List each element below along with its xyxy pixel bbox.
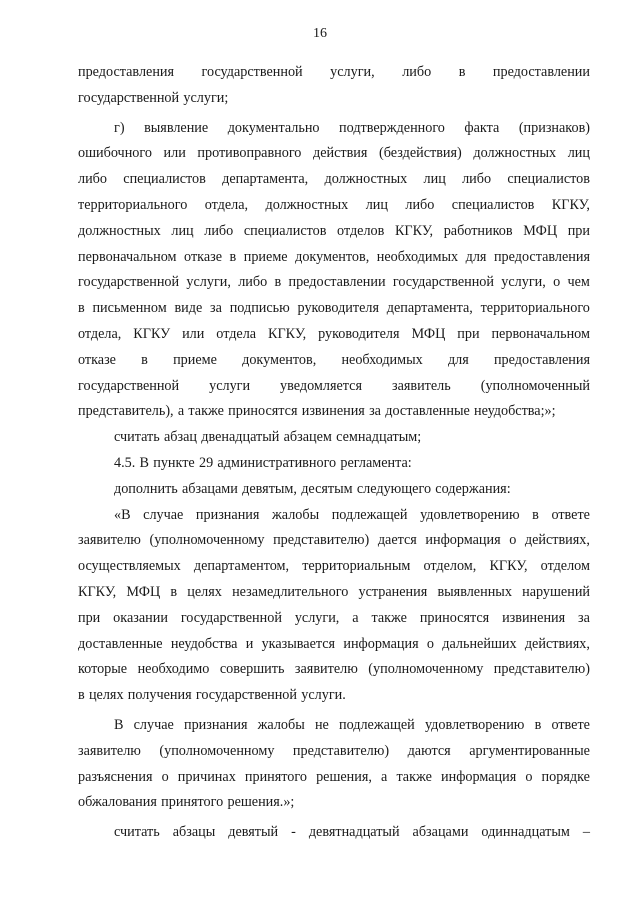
word: документов, [242, 351, 317, 368]
word: в [78, 687, 85, 704]
word: ответе [551, 716, 590, 733]
word: целях [187, 583, 222, 600]
word: либо [78, 171, 107, 188]
word: абзацы [172, 824, 216, 841]
word: документально [227, 119, 320, 136]
word: первоначальном [491, 325, 590, 342]
word: либо [238, 274, 268, 291]
text-line [78, 245, 590, 271]
word: отделом [540, 558, 590, 575]
word: содержания: [435, 480, 511, 497]
text-line [78, 86, 590, 112]
word: В [114, 716, 124, 733]
word: в [534, 716, 542, 733]
word: извинения [502, 609, 566, 626]
word: извинения [301, 403, 365, 420]
text-line [78, 739, 590, 765]
word: представитель), [78, 403, 174, 420]
word: удовлетворению [424, 716, 525, 733]
text-line [78, 141, 590, 167]
text-line [78, 322, 590, 348]
word: также [188, 403, 224, 420]
word: лиц [423, 171, 446, 188]
word: или [182, 325, 205, 342]
word: девятым, [242, 480, 297, 497]
text-line [78, 790, 590, 816]
word: о [553, 274, 561, 291]
word: государственной [78, 89, 180, 106]
word: территориального [78, 196, 188, 213]
word: в [170, 583, 178, 600]
word: должностных [78, 222, 161, 239]
word: при [457, 325, 480, 342]
word: незамедлительного [232, 583, 349, 600]
word: а [352, 609, 359, 626]
word: случае [133, 716, 174, 733]
word: которые [78, 661, 128, 678]
word: о [509, 532, 517, 549]
word: КГКУ, [551, 196, 590, 213]
word: порядке [541, 768, 590, 785]
word: действиях, [524, 532, 590, 549]
text-line [78, 399, 590, 425]
word: специалистов [451, 196, 535, 213]
document-body [78, 60, 590, 846]
word: противоправного [197, 145, 302, 162]
word: МФЦ [126, 583, 161, 600]
word: в [229, 248, 237, 265]
word: руководителя [297, 300, 379, 317]
word: специалистов [123, 171, 206, 188]
word: (бездействия) [379, 145, 462, 162]
word: решения, [316, 768, 372, 785]
word: осуществляемых [78, 558, 181, 575]
word: дается [377, 532, 417, 549]
word: специалистов [243, 222, 327, 239]
word: абзацами [182, 480, 238, 497]
word: услуги, [294, 609, 340, 626]
word: факта [464, 119, 500, 136]
word: считать [114, 824, 160, 841]
word: «В [114, 506, 131, 523]
text-line [78, 606, 590, 632]
word: 4.5. [114, 454, 136, 471]
word: заявителю [294, 661, 358, 678]
word: чем [567, 274, 590, 291]
word: семнадцатым; [336, 429, 422, 446]
word: а [177, 403, 185, 420]
word: выявленных [437, 583, 512, 600]
word: жалобы [257, 716, 305, 733]
word: одиннадцатым [481, 824, 570, 841]
word: (уполномоченному [149, 532, 265, 549]
word: отказе [78, 351, 116, 368]
word: МФЦ [411, 325, 446, 342]
word: г) [114, 119, 125, 136]
word: пункте [153, 454, 195, 471]
text-line [78, 167, 590, 193]
word: (уполномоченному [159, 742, 275, 759]
word: абзацами [412, 824, 469, 841]
word: абзац [163, 429, 197, 446]
word: КГКУ, [78, 583, 117, 600]
word: представителю) [273, 532, 370, 549]
word: предоставлении [492, 64, 590, 80]
text-line [78, 820, 590, 846]
word: информация [425, 532, 501, 549]
word: отдела [216, 325, 257, 342]
word: для [447, 351, 469, 368]
word: удовлетворению [420, 506, 520, 523]
word: либо [462, 171, 492, 188]
word: оказании [113, 609, 168, 626]
word: в [274, 274, 282, 291]
word: подлежащей [331, 506, 408, 523]
text-line [78, 451, 590, 477]
word: заявитель [391, 377, 451, 394]
word: представителю) [292, 742, 390, 759]
word: отдела, [78, 325, 122, 342]
word: государственной [392, 274, 494, 291]
word: работников [443, 222, 513, 239]
word: государственной [201, 64, 303, 80]
word: неудобства;»; [474, 403, 556, 420]
word: доставленные [385, 403, 470, 420]
word: даются [407, 742, 451, 759]
word: а [381, 768, 388, 785]
word: целях [88, 687, 124, 704]
word: информация [441, 768, 517, 785]
word: ошибочного [78, 145, 152, 162]
word: виде [174, 300, 203, 317]
word: МФЦ [523, 222, 558, 239]
word: приносятся [228, 403, 298, 420]
word: услуги [209, 377, 251, 394]
word: причинах [177, 768, 236, 785]
word: необходимых [341, 351, 423, 368]
word: 29 [198, 454, 214, 471]
word: жалобы [271, 506, 320, 523]
word: или [163, 145, 186, 162]
word: КГКУ, [394, 222, 434, 239]
text-line [78, 580, 590, 606]
word: принятого [244, 768, 307, 785]
word: - [291, 824, 296, 841]
word: лиц [171, 222, 194, 239]
word: документов, [295, 248, 370, 265]
word: предоставления [493, 248, 590, 265]
word: при [78, 609, 101, 626]
word: должностных [473, 145, 557, 162]
word: приеме [173, 351, 217, 368]
word: государственной [195, 687, 297, 704]
word: заявителю [78, 532, 141, 549]
word: В [139, 454, 149, 471]
word: признания [195, 506, 260, 523]
word: обжалования [78, 794, 157, 811]
word: департаментом, [193, 558, 290, 575]
text-line [78, 60, 590, 86]
word: предоставлении [288, 274, 386, 291]
word: должностных [324, 171, 408, 188]
text-line [78, 713, 590, 739]
word: считать [114, 429, 160, 446]
word: подтвержденного [339, 119, 445, 136]
word: государственной [180, 609, 282, 626]
text-line [78, 477, 590, 503]
text-line [78, 296, 590, 322]
word: в [458, 64, 466, 80]
text-line [78, 554, 590, 580]
word: – [582, 824, 590, 841]
word: за [210, 300, 222, 317]
word: в [532, 506, 539, 523]
word: девятнадцатый [308, 824, 400, 841]
word: в [78, 300, 85, 317]
word: информация [343, 635, 419, 652]
text-line [78, 425, 590, 451]
word: решения.»; [227, 794, 295, 811]
word: заявителю [78, 742, 141, 759]
word: территориального [480, 300, 590, 317]
word: лиц [567, 145, 590, 162]
word: отделом, [423, 558, 477, 575]
word: (уполномоченному [368, 661, 484, 678]
word: доставленные [78, 635, 163, 652]
word: аргументированные [469, 742, 590, 759]
word: приносятся [419, 609, 490, 626]
word: абзацем [283, 429, 332, 446]
word: разъяснения [78, 768, 153, 785]
word: не [314, 716, 329, 733]
word: двенадцатый [201, 429, 280, 446]
word: необходимо [137, 661, 210, 678]
word: следующего [356, 480, 432, 497]
word: за [578, 609, 590, 626]
word: ответе [551, 506, 590, 523]
text-line [78, 683, 590, 709]
word: услуги; [183, 89, 229, 106]
text-line [78, 657, 590, 683]
word: совершить [219, 661, 285, 678]
word: первоначальном [78, 248, 177, 265]
word: девятый [228, 824, 279, 841]
word: признания [183, 716, 248, 733]
word: в [141, 351, 148, 368]
word: специалистов [507, 171, 590, 188]
word: действия [313, 145, 368, 162]
word: департамента, [222, 171, 309, 188]
word: услуги, [186, 274, 231, 291]
word: должностных [265, 196, 349, 213]
word: для [465, 248, 487, 265]
word: выявление [144, 119, 209, 136]
text-line [78, 632, 590, 658]
word: о [525, 768, 533, 785]
word: за [369, 403, 381, 420]
text-line [78, 374, 590, 400]
word: приеме [243, 248, 288, 265]
word: также [371, 609, 407, 626]
word: территориальным [302, 558, 411, 575]
word: регламента: [340, 454, 412, 471]
text-line [78, 116, 590, 142]
word: действиях, [524, 635, 590, 652]
word: государственной [78, 377, 180, 394]
word: либо [204, 222, 234, 239]
word: неудобства [170, 635, 238, 652]
word: (уполномоченный [480, 377, 590, 394]
word: при [567, 222, 590, 239]
word: о [426, 635, 434, 652]
word: государственной [78, 274, 180, 291]
word: подлежащей [338, 716, 415, 733]
word: административного [217, 454, 337, 471]
text-line [78, 193, 590, 219]
word: письменном [92, 300, 167, 317]
word: и [245, 635, 254, 652]
word: отказе [184, 248, 223, 265]
word: либо [402, 64, 432, 80]
text-line [78, 528, 590, 554]
word: представителю) [493, 661, 590, 678]
word: дополнить [114, 480, 178, 497]
word: необходимых [376, 248, 459, 265]
text-line [78, 503, 590, 529]
text-line [78, 270, 590, 296]
word: отдела, [204, 196, 249, 213]
word: получения [127, 687, 192, 704]
word: предоставления [493, 351, 590, 368]
word: либо [405, 196, 435, 213]
word: предоставления [78, 64, 175, 80]
word: подписью [229, 300, 290, 317]
word: КГКУ, [489, 558, 528, 575]
word: КГКУ [133, 325, 171, 342]
page-number: 16 [313, 26, 327, 41]
word: руководителя [318, 325, 400, 342]
word: уведомляется [280, 377, 362, 394]
word: лиц [365, 196, 388, 213]
word: принятого [161, 794, 224, 811]
word: десятым [301, 480, 353, 497]
word: отделов [337, 222, 385, 239]
word: (признаков) [518, 119, 590, 136]
text-line [78, 348, 590, 374]
text-line [78, 219, 590, 245]
word: услуги, [330, 64, 375, 80]
word: услуги. [301, 687, 346, 704]
text-line [78, 765, 590, 791]
word: устранения [358, 583, 428, 600]
word: также [396, 768, 432, 785]
word: случае [143, 506, 184, 523]
word: нарушений [522, 583, 590, 600]
word: о [161, 768, 169, 785]
word: указывается [261, 635, 336, 652]
word: департамента, [386, 300, 473, 317]
word: услуги, [501, 274, 546, 291]
word: КГКУ, [268, 325, 307, 342]
word: дальнейших [442, 635, 517, 652]
